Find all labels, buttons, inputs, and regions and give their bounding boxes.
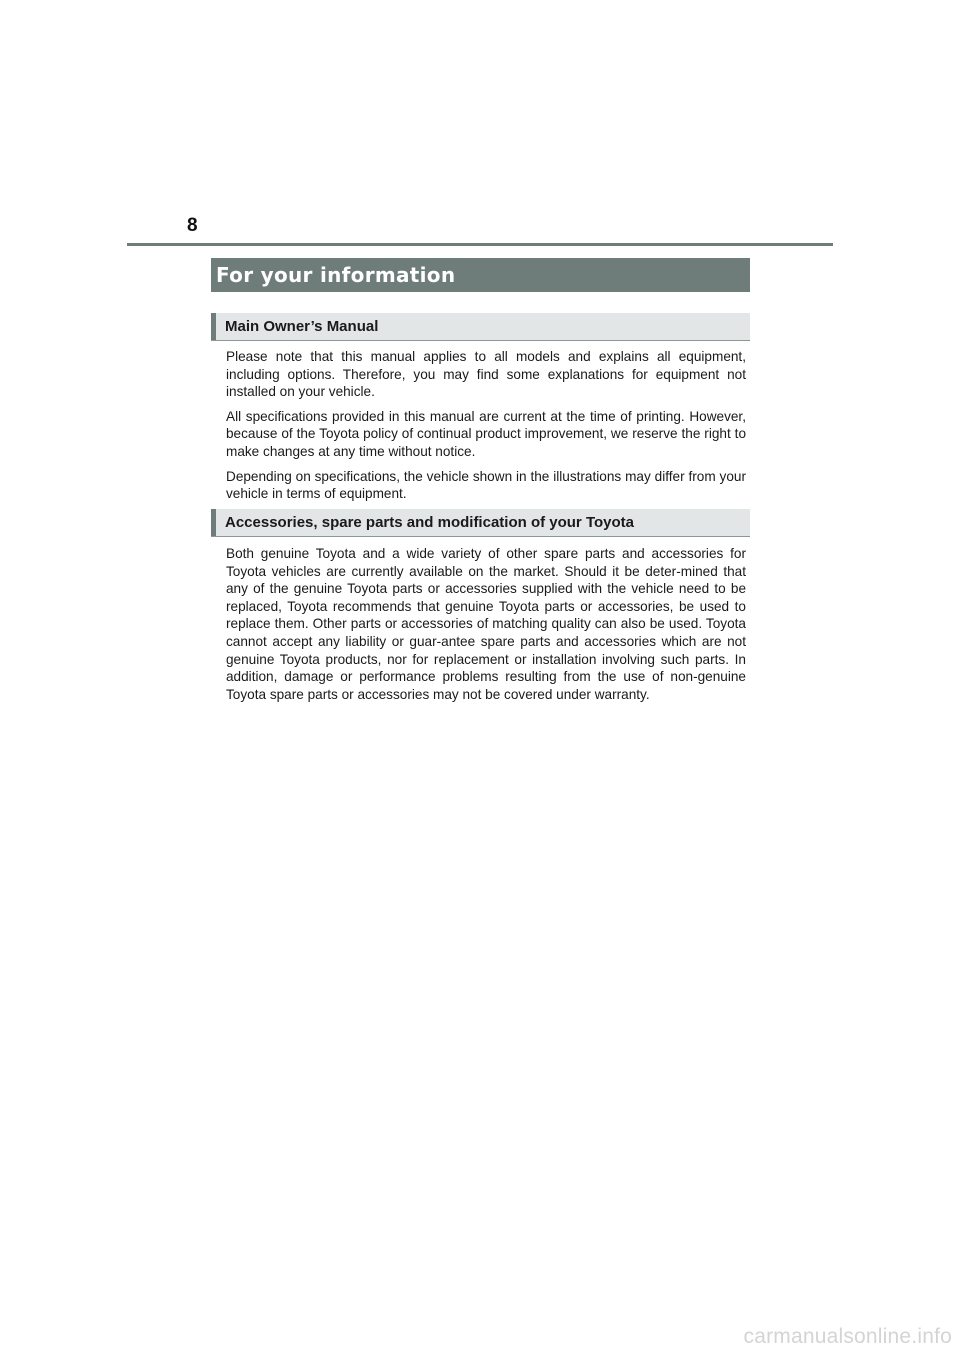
paragraph: Depending on specifications, the vehicle shown in the illustrations may differ from your vehicle in terms of equipment.: [226, 468, 746, 502]
paragraph: All specifications provided in this manual are current at the time of printing. However, because of the Toyota policy of continual product improvement, we reserve the right to make changes at any time without notice.: [226, 408, 746, 459]
section-body-accessories: [226, 545, 746, 710]
paragraph: Please note that this manual applies to all models and explains all equipment, including options. Therefore, you may find some explanations for equipment not installed on your vehicle.: [226, 349, 746, 400]
subsection-accent: [211, 509, 216, 536]
page-number: 8: [187, 215, 198, 236]
header-rule: [127, 243, 833, 246]
subsection-accent: [211, 313, 216, 340]
section-title: For your information: [216, 263, 456, 287]
paragraph: Both genuine Toyota and a wide variety of other spare parts and accessories for Toyota vehicles are currently available on the market. Should it be deter-mined that any of the genuine Toyota parts or accessories supplied with the vehicle need to be replaced, Toyota recommends that genuine Toyota parts or accessories, be used to replace them. Other parts or accessories of matching quality can also be used. Toyota cannot accept any liability or guar-antee spare parts and accessories which are not genuine Toyota products, nor for replacement or installation involving such parts. In addition, damage or performance problems resulting from the use of non-genuine Toyota spare parts or accessories may not be covered under warranty.: [226, 546, 746, 702]
subsection-accessories: [211, 509, 750, 537]
subsection-heading: Main Owner’s Manual: [225, 318, 379, 335]
watermark: carmanualsonline.info: [743, 1325, 952, 1348]
section-body-main-owners-manual: [226, 348, 746, 510]
subsection-heading: Accessories, spare parts and modification of your Toyota: [225, 514, 634, 531]
subsection-main-owners-manual: [211, 313, 750, 341]
